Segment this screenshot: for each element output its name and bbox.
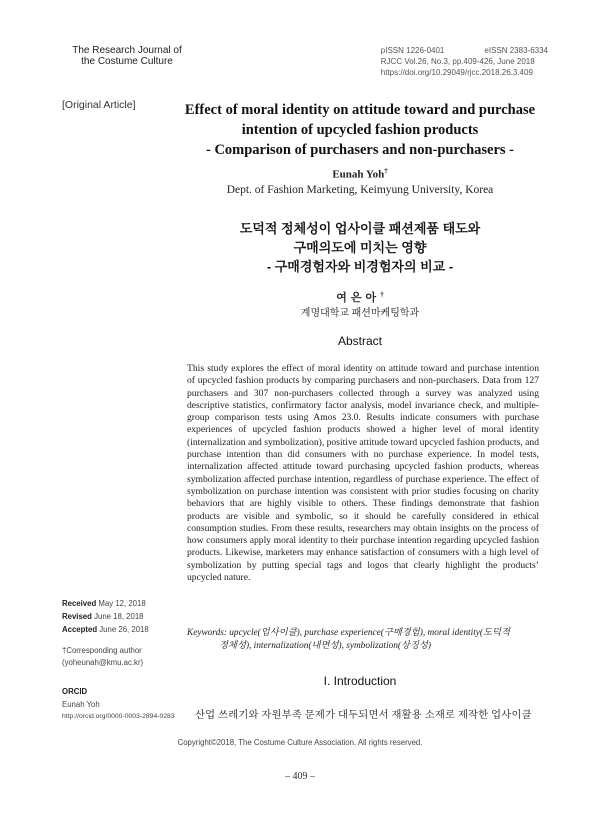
copyright: Copyright©2018, The Costume Culture Association. All rights reserved.: [177, 738, 423, 747]
citation: RJCC Vol.26, No.3, pp.409-426, June 2018: [380, 57, 535, 66]
title-english: [180, 100, 540, 160]
orcid-block: [62, 686, 175, 724]
keywords-line2: 정체성), internalization(내면성), symbolization(상징성): [219, 640, 432, 651]
accepted-label: Accepted: [62, 625, 98, 634]
received-label: Received: [62, 599, 97, 608]
orcid-link[interactable]: http://orcid.org/0000-0003-2894-0283: [62, 713, 175, 720]
accepted-date: June 26, 2018: [99, 625, 149, 634]
page-number: – 409 –: [285, 771, 315, 782]
affiliation-english: Dept. of Fashion Marketing, Keimyung University, Korea: [226, 184, 494, 196]
journal-name-line2: the Costume Culture: [81, 56, 173, 67]
corresponding-author-label: †Corresponding author: [62, 646, 142, 655]
corresponding-mark-korean: †: [380, 290, 384, 299]
author-english-name: Eunah Yoh: [332, 168, 385, 181]
author-korean: [180, 289, 540, 305]
keywords-label: Keywords:: [187, 628, 227, 638]
title-korean-line2: 구매의도에 미치는 영향: [293, 240, 427, 255]
pissn: pISSN 1226-0401: [380, 46, 445, 55]
keywords-line1: upcycle(업사이클), purchase experience(구매경험), moral identity(도덕적: [229, 628, 510, 638]
revised-date: June 18, 2018: [94, 612, 144, 621]
introduction-first-line: 산업 쓰레기와 자원부족 문제가 대두되면서 재활용 소재로 제작한 업사이클: [195, 710, 532, 721]
title-english-line3: - Comparison of purchasers and non-purchasers -: [205, 142, 515, 158]
title-korean-line1: 도덕적 정체성이 업사이클 패션제품 태도와: [239, 221, 481, 236]
article-type: [Original Article]: [62, 99, 136, 111]
abstract-heading: Abstract: [337, 334, 382, 348]
orcid-label: ORCID: [62, 687, 88, 696]
abstract-body: This study explores the effect of moral identity on attitude toward and purchase intention of upcycled fashion products by comparing purchasers and non-purchasers. Data from 127 purchasers and 307 non-purchasers collected through a survey was analyzed using descriptive statistics, confirmatory factor analysis, model invariance check, and multiple-group comparison tests using Amos 23.0. Results indicate consumers with purchase experiences of upcycled fashion products showed a higher level of moral identity (internalization and symbolization), positive attitude toward upcycled fashion products, and purchase intention than did consumers with no purchase experience. In model tests, internalization affected attitude toward purchasing upcycled fashion products, whereas symbolization affected purchase intention, regardless of purchase experience. The effect of symbolization on purchase intention was consistent with prior studies focusing on charity behaviors that are highly visible to others. These findings demonstrate that fashion products are visible and symbolic, so it should be carefully considered in ethical consumption studies. From these results, researchers may obtain insights on the process of how consumers apply moral identity to their purchase intention regarding upcycled fashion products. Likewise, marketers may enhance satisfaction of consumers with a high level of symbolization by putting special tags and logos that clearly highlight the products’ upcycled nature.: [187, 363, 539, 584]
corresponding-author: [62, 645, 143, 669]
received-date: May 12, 2018: [98, 599, 146, 608]
journal-name: [62, 45, 192, 67]
section-heading-introduction: I. Introduction: [323, 674, 397, 688]
eissn: eISSN 2383-6334: [484, 46, 548, 55]
author-english: [180, 167, 540, 181]
revised-label: Revised: [62, 612, 92, 621]
orcid-name: Eunah Yoh: [62, 699, 100, 709]
publication-meta: [381, 45, 548, 78]
affiliation-korean: 계명대학교 패션마케팅학과: [300, 308, 420, 319]
doi-link[interactable]: https://doi.org/10.29049/rjcc.2018.26.3.409: [380, 68, 533, 77]
title-korean: [180, 219, 540, 276]
article-dates: [62, 597, 149, 636]
corresponding-mark: †: [384, 167, 388, 175]
title-korean-line3: - 구매경험자와 비경험자의 비교 -: [266, 259, 454, 274]
corresponding-author-email[interactable]: (yohеunah@kmu.ac.kr): [62, 658, 144, 667]
title-english-line2: intention of upcycled fashion products: [241, 122, 479, 138]
title-english-line1: Effect of moral identity on attitude toward and purchase: [184, 102, 536, 118]
author-korean-name: 여은아: [336, 292, 381, 304]
journal-name-line1: The Research Journal of: [72, 45, 182, 56]
keywords: [187, 627, 539, 652]
